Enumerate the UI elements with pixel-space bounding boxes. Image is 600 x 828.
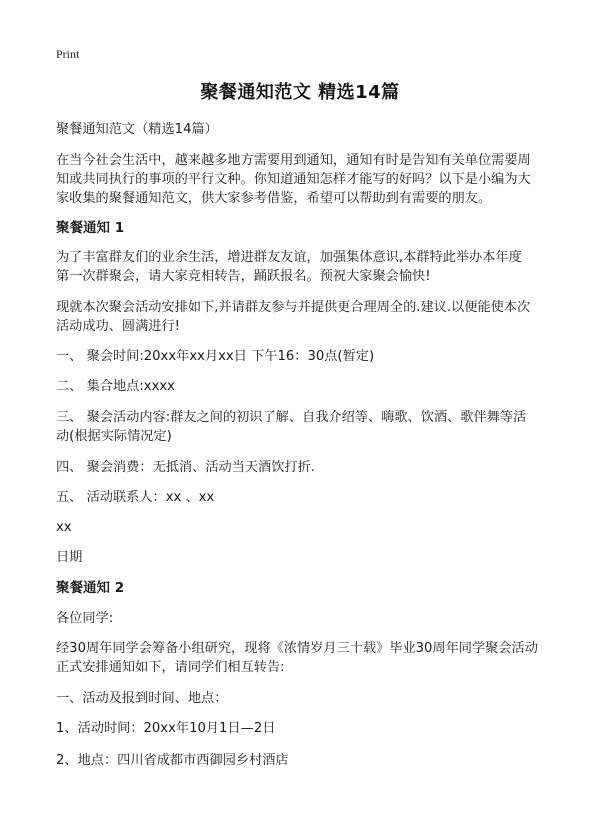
intro-line-2: 知或共同执行的事项的平行文种。你知道通知怎样才能写的好吗？以下是小编为大 [56, 172, 531, 187]
section-2-heading: 聚餐通知 2 [56, 580, 125, 596]
section-1-para-1-line-2: 第一次群聚会，请大家竞相转告，踊跃报名。预祝大家聚会愉快! [56, 269, 431, 284]
section-2-greeting: 各位同学: [56, 611, 114, 626]
section-1-item-3-line-1: 三、 聚会活动内容:群友之间的初识了解、自我介绍等、嗨歌、饮酒、歌伴舞等活 [56, 410, 527, 425]
section-1-item-1: 一、 聚会时间:20xx年xx月xx日 下午16：30点(暂定) [56, 349, 375, 364]
section-1-para-1-line-1: 为了丰富群友们的业余生活，增进群友友谊，加强集体意识,本群特此举办本年度 [56, 250, 522, 265]
document-title: 聚餐通知范文 精选14篇 [200, 82, 400, 103]
intro-line-3: 家收集的聚餐通知范文，供大家参考借鉴，希望可以帮助到有需要的朋友。 [56, 191, 492, 206]
section-2-para-1-line-2: 正式安排通知如下，请同学们相互转告: [56, 660, 285, 675]
section-1-item-3-line-2: 动(根据实际情况定) [56, 429, 172, 444]
section-1-item-5: 五、 活动联系人：xx 、xx [56, 490, 215, 505]
section-1-heading: 聚餐通知 1 [56, 220, 125, 236]
section-2-para-1-line-1: 经30周年同学会筹备小组研究，现将《浓情岁月三十载》毕业30周年同学聚会活动 [56, 641, 538, 656]
section-2-item-1: 一、活动及报到时间、地点： [56, 691, 228, 706]
document-subtitle: 聚餐通知范文（精选14篇） [56, 122, 218, 137]
section-1-item-2: 二、 集合地点:xxxx [56, 379, 175, 394]
section-1-signature: xx [56, 520, 72, 535]
section-1-date: 日期 [56, 550, 83, 565]
print-label: Print [56, 47, 80, 61]
section-1-item-4: 四、 聚会消费：无抵消、活动当天酒饮打折. [56, 460, 315, 475]
section-2-item-2: 1、活动时间：20xx年10月1日—2日 [56, 721, 276, 736]
section-1-para-2-line-1: 现就本次聚会活动安排如下,并请群友参与并提供更合理周全的.建议.以便能使本次 [56, 300, 531, 315]
intro-line-1: 在当今社会生活中，越来越多地方需要用到通知，通知有时是告知有关单位需要周 [56, 153, 531, 168]
section-1-para-2-line-2: 活动成功、圆满进行! [56, 319, 180, 334]
section-2-item-3: 2、地点：四川省成都市西御园乡村酒店 [56, 753, 289, 768]
